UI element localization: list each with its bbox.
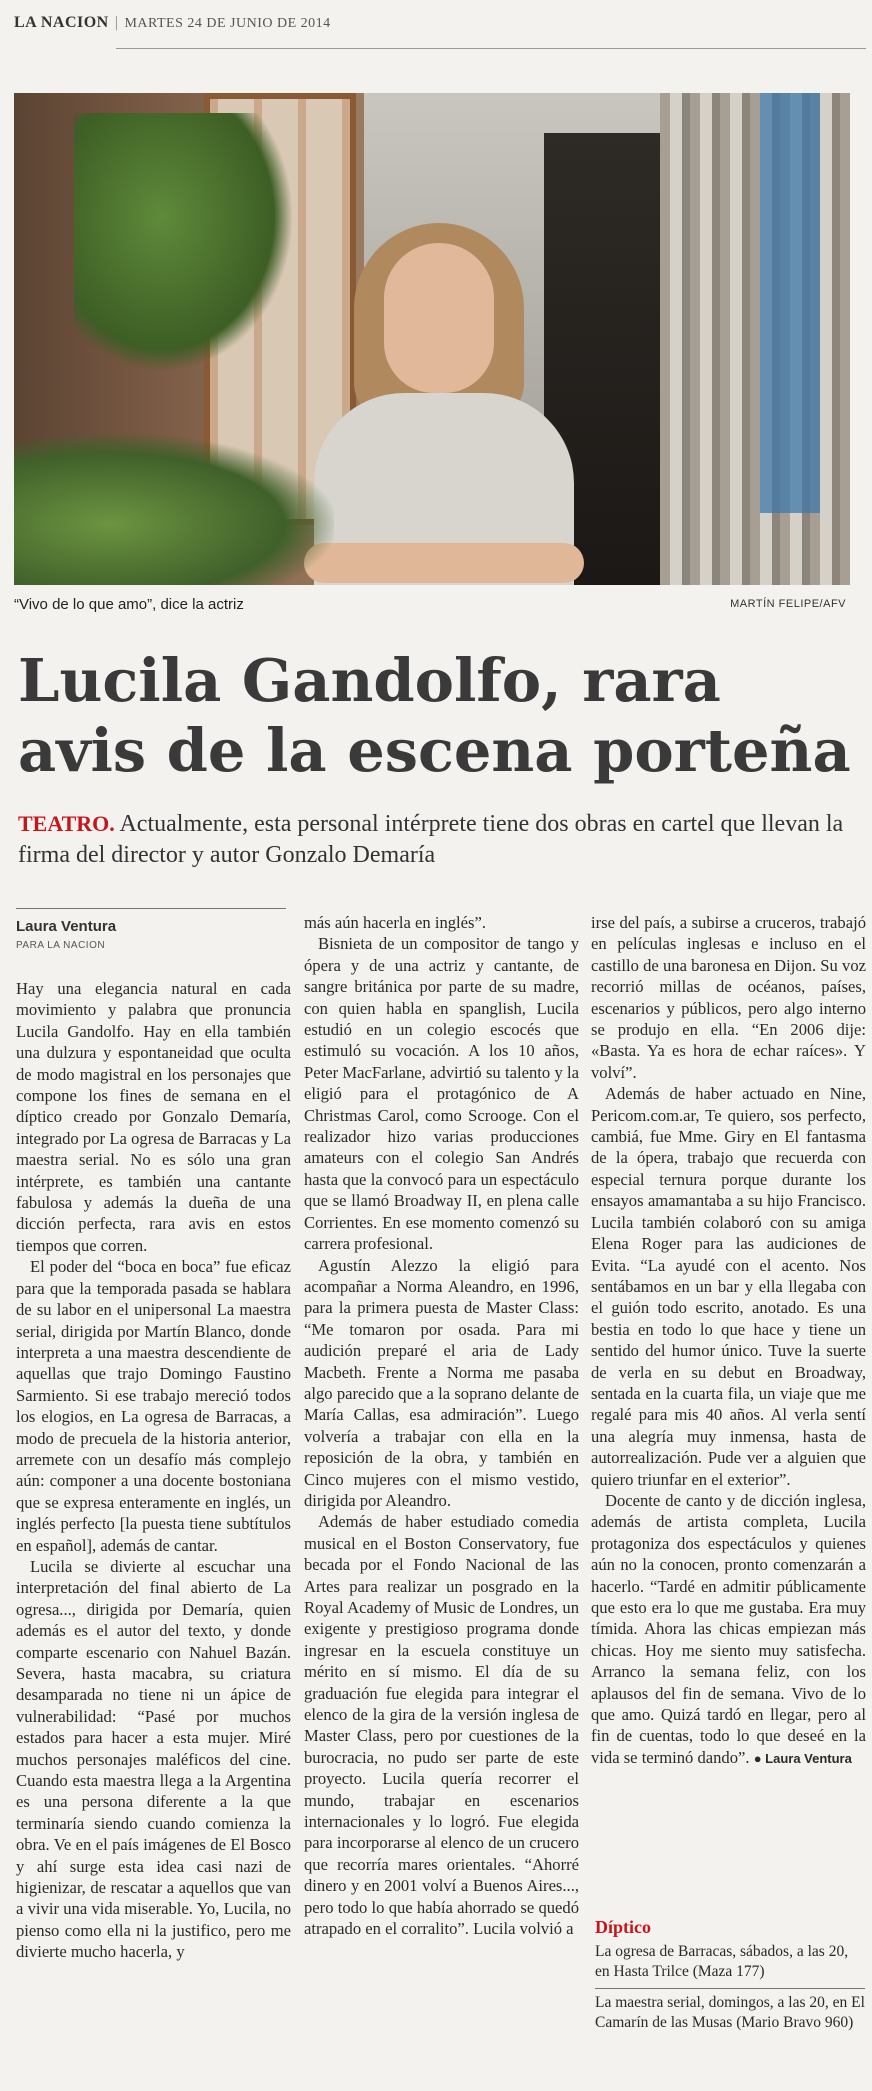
portrait-photo [14, 93, 850, 585]
paragraph: más aún hacerla en inglés”. [304, 913, 486, 932]
diptych-title: Díptico [595, 1917, 651, 1937]
diptych-box [595, 1917, 865, 2037]
paragraph: irse del país, a subirse a cruceros, trabajó en películas inglesas e incluso en el castillo de una baronesa en Dijon. Su voz recorrió millas de océanos, países, escenarios y públicos, pero algo interno se produjo en ella. “En 2006 dije: «Basta. Ya es hora de echar raíces». Y volví”. [591, 913, 866, 1082]
paragraph: Agustín Alezzo la eligió para acompañar a Norma Aleandro, en 1996, para la primera puesta de Master Class: “Me tomaron por osada. Para mi audición preparé el aria de Lady Macbeth. Frente a Norma me pasaba algo parecido que a la soprano delante de María Callas, esa admiración”. Luego volvería a trabajar con ella en la reposición de la obra, y también en Cinco mujeres con el mismo vestido, dirigida por Aleandro. [304, 1255, 579, 1510]
column-2 [304, 912, 579, 1940]
masthead [14, 14, 331, 32]
issue-date: MARTES 24 DE JUNIO DE 2014 [124, 16, 331, 31]
paragraph: Además de haber actuado en Nine, Pericom.com.ar, Te quiero, sos perfecto, cambiá, fue Mme. Giry en El fantasma de la ópera, trabajo que recuerda con especial ternura porque durante los ensayos amamantaba a su hijo Francisco. Lucila también colaboró con su amiga Elena Roger para las audiciones de Evita. “La ayudé con el acento. Nos sentábamos en un bar y ella llegaba con el guión todo escrito, anotado. Es una bestia en todo lo que hace y tiene un sentido del humor único. Tuve la suerte de verla en su debut en Broadway, sentada en la cuarta fila, un viaje que me regalé para mis 40 años. Al verla sentí una alegría muy inmensa, hasta de autorrealización. Pude ver a alguien que quiero triunfar en el exterior”. [591, 1084, 866, 1489]
diptych-entry: La maestra serial, domingos, a las 20, en El Camarín de las Musas (Mario Bravo 960) [595, 1994, 865, 2031]
paragraph: Además de haber estudiado comedia musical en el Boston Conservatory, fue becada por el Fondo Nacional de las Artes para realizar un posgrado en la Royal Academy of Music de Londres, un exigente y prestigioso programa donde ingresar en la escuela constituye un mérito en sí mismo. El día de su graduación fue elegida para integrar el elenco de la gira de la versión inglesa de Master Class, pero por cuestiones de la burocracia, no pudo ser parte de este proyecto. Lucila quería recorrer el mundo, trabajar en escenarios internacionales y lo logró. Fue elegida para incorporarse al elenco de un crucero que recorría mares orientales. “Ahorré dinero y en 2001 volví a Buenos Aires..., pero todo lo que había ahorrado se quedó atrapado en el corralito”. Lucila volvió a [304, 1512, 579, 1939]
byline-rule [16, 908, 286, 909]
paragraph [591, 1490, 866, 1769]
paragraph: El poder del “boca en boca” fue eficaz para que la temporada pasada se hablara de su labor en el unipersonal La maestra serial, dirigida por Martín Blanco, donde interpreta a una maestra descendiente de aquellas que trajo Domingo Faustino Sarmiento. Si ese trabajo mereció todos los elogios, en La ogresa de Barracas, a modo de precuela de la historia anterior, arremete con un desafío más complejo aún: componer a una docente bostoniana que se expresa enteramente en inglés, un inglés perfecto [la puesta tiene subtítulos en español], además de cantar. [16, 1257, 291, 1555]
newspaper-name: LA NACION [14, 14, 109, 31]
column-1 [16, 978, 291, 1963]
column-3 [591, 912, 866, 1769]
diptych-entry: La ogresa de Barracas, sábados, a las 20, en Hasta Trilce (Maza 177) [595, 1943, 849, 1980]
header-rule [116, 48, 866, 49]
deck [18, 808, 858, 871]
deck-text: Actualmente, esta personal intérprete tiene dos obras en cartel que llevan la firma del director y autor Gonzalo Demaría [18, 811, 844, 868]
paragraph: Bisnieta de un compositor de tango y ópera y de una actriz y cantante, de sangre británica por parte de su madre, con quien habla en spanglish, Lucila estudió en un colegio escocés que estimuló su vocación. A los 10 años, Peter MacFarlane, advirtió su talento y la eligió para el protagónico de A Christmas Carol, como Scrooge. Con el realizador hizo varias producciones amateurs con el colegio San Andrés hasta que la convocó para un espectáculo que se llamó Broadway II, en plena calle Corrientes. En ese momento comenzó su carrera profesional. [304, 934, 579, 1254]
photo-caption: “Vivo de lo que amo”, dice la actriz [14, 596, 244, 613]
headline: Lucila Gandolfo, rara avis de la escena porteña [18, 646, 851, 785]
masthead-separator: | [114, 14, 119, 31]
paragraph: Lucila se divierte al escuchar una interpretación del final abierto de La ogresa..., dirigida por Demaría, quien además es el autor del texto, y donde comparte escenario con Nahuel Bazán. Severa, hasta macabra, su criatura desamparada no tiene ni un ápice de vulnerabilidad: “Pasé por muchos estados para hacer a esta mujer. Miré muchos personajes maléficos del cine. Cuando esta maestra llega a la Argentina es una persona diferente a la que terminaría siendo cuando comienza la obra. Ve en el país imágenes de El Bosco y ahí surge esta idea casi nazi de higienizar, de rescatar a aquellos que van a vivir una vida miserable. Yo, Lucila, no pienso como ella ni la justifico, pero me divierte mucho hacerla, y [16, 1556, 291, 1962]
actress-figure [304, 223, 584, 585]
section-kicker: TEATRO. [18, 811, 115, 836]
byline-author: Laura Ventura [16, 918, 117, 935]
byline-outlet: PARA LA NACION [16, 940, 106, 951]
paragraph-text: Docente de canto y de dicción inglesa, además de artista completa, Lucila protagoniza dos espectáculos y quienes aún no la conocen, pronto comenzarán a hacerlo. “Tardé en admitir públicamente que esto era lo que me gustaba. Era muy tímida. Ahora las chicas empiezan más chicas. Hoy me siento muy satisfecha. Arranco la semana feliz, con los aplausos del fin de semana. Vivo de lo que amo. Quizá tardó en llegar, pero al fin de cuentas, todo lo que deseé en la vida se terminó dando”. [591, 1490, 866, 1767]
photo-credit: MARTÍN FELIPE/AFV [730, 598, 846, 610]
author-signature: ● Laura Ventura [753, 1750, 852, 1766]
paragraph: Hay una elegancia natural en cada movimiento y palabra que pronuncia Lucila Gandolfo. Hay en ella también una dulzura y espontaneidad que oculta de modo magistral en los personajes que compone los fines de semana en el díptico creado por Gonzalo Demaría, integrado por La ogresa de Barracas y La maestra serial. No es sólo una gran intérprete, es también una cantante fabulosa y además la dueña de una dicción perfecta, rara avis en estos tiempos que corren. [16, 979, 291, 1255]
diptych-rule [595, 1988, 865, 1989]
